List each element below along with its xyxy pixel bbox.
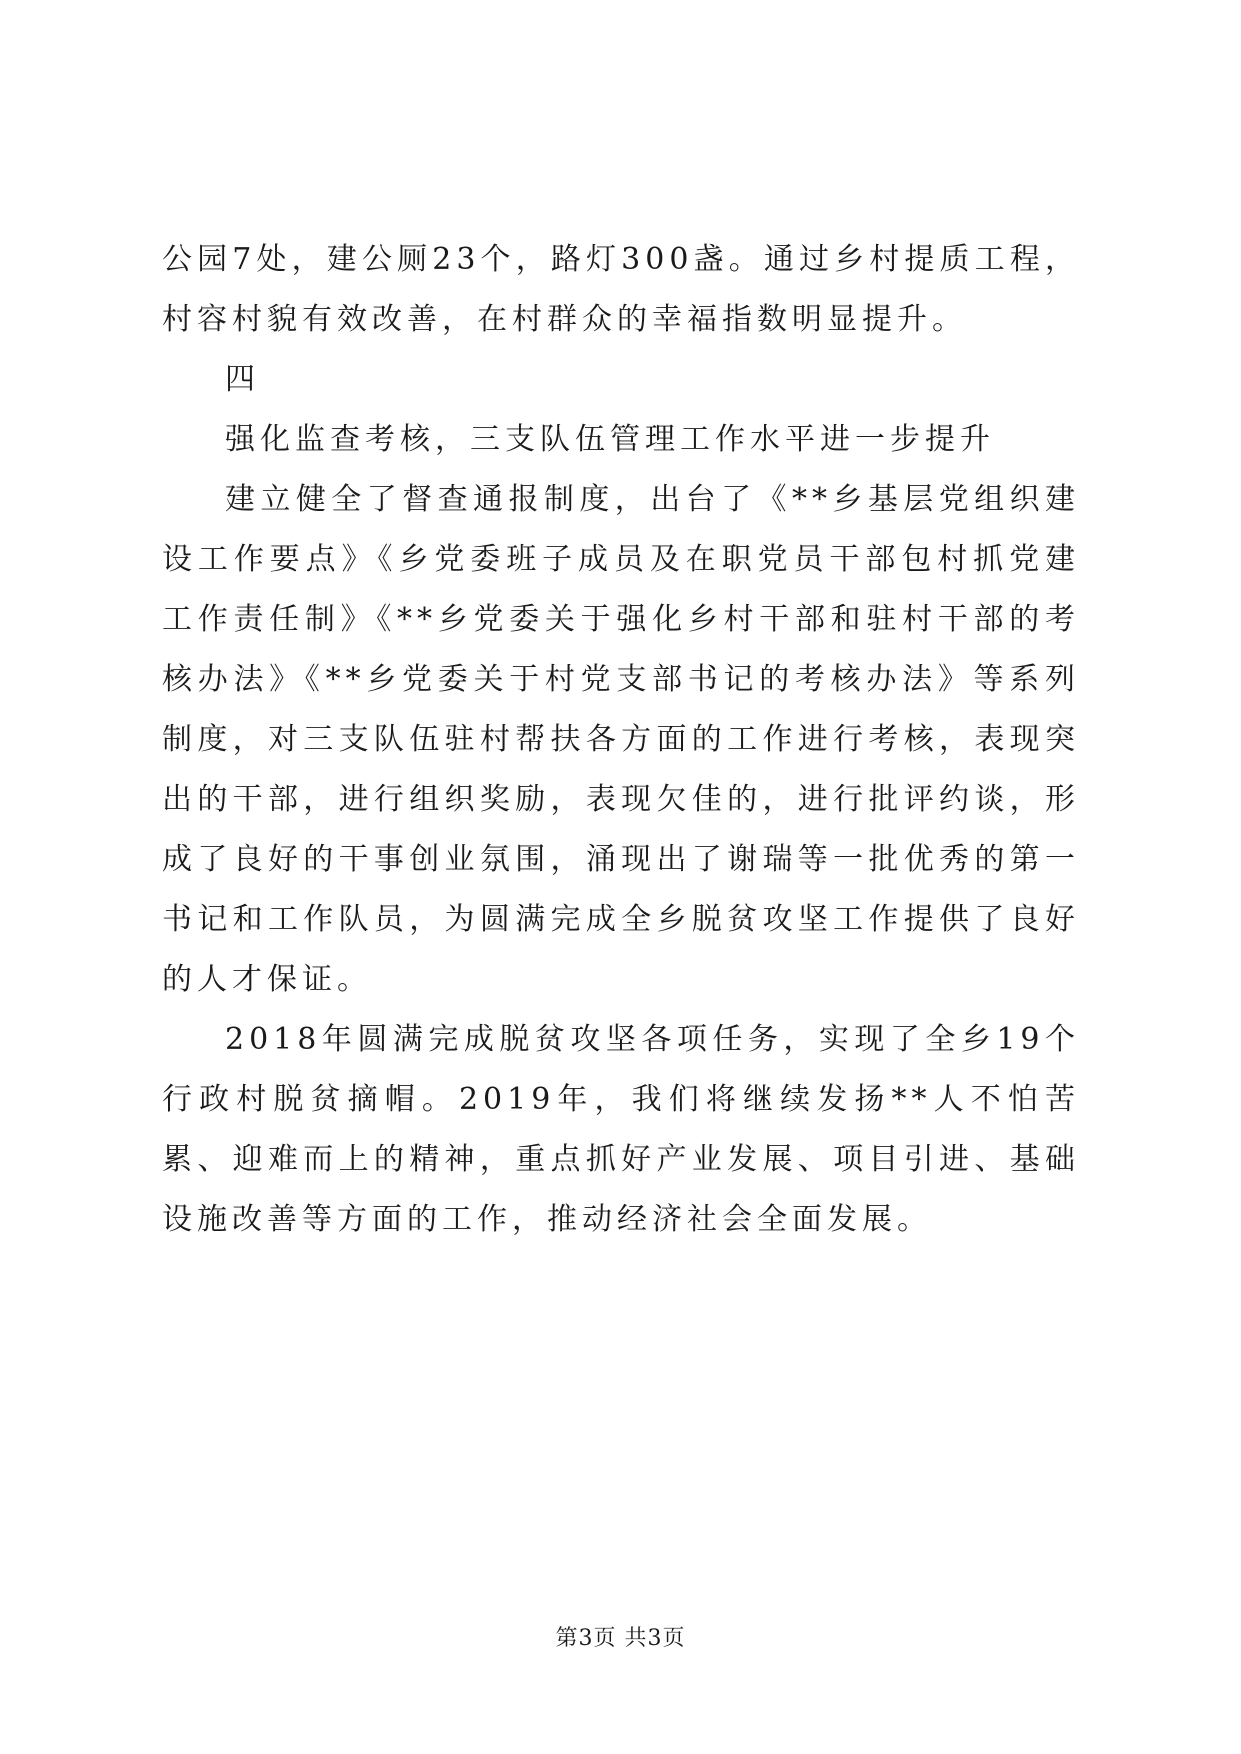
paragraph-summary: 2018年圆满完成脱贫攻坚各项任务，实现了全乡19个行政村脱贫摘帽。2019年，我们将继续发扬**人不怕苦累、迎难而上的精神，重点抓好产业发展、项目引进、基础设施改善等方面的工作，推动经济社会全面发展。 xyxy=(162,1022,1080,1237)
document-body xyxy=(162,230,1080,1250)
section-number: 四 xyxy=(225,362,260,397)
section-heading: 强化监查考核，三支队伍管理工作水平进一步提升 xyxy=(225,422,995,457)
paragraph-continued: 公园7处，建公厕23个，路灯300盏。通过乡村提质工程，村容村貌有效改善，在村群众的幸福指数明显提升。 xyxy=(162,242,1080,337)
paragraph-supervision: 建立健全了督查通报制度，出台了《**乡基层党组织建设工作要点》《乡党委班子成员及在职党员干部包村抓党建工作责任制》《**乡党委关于强化乡村干部和驻村干部的考核办法》《**乡党委关于村党支部书记的考核办法》等系列制度，对三支队伍驻村帮扶各方面的工作进行考核，表现突出的干部，进行组织奖励，表现欠佳的，进行批评约谈，形成了良好的干事创业氛围，涌现出了谢瑞等一批优秀的第一书记和工作队员，为圆满完成全乡脱贫攻坚工作提供了良好的人才保证。 xyxy=(162,482,1080,997)
page-footer: 第3页 共3页 xyxy=(555,1626,686,1651)
